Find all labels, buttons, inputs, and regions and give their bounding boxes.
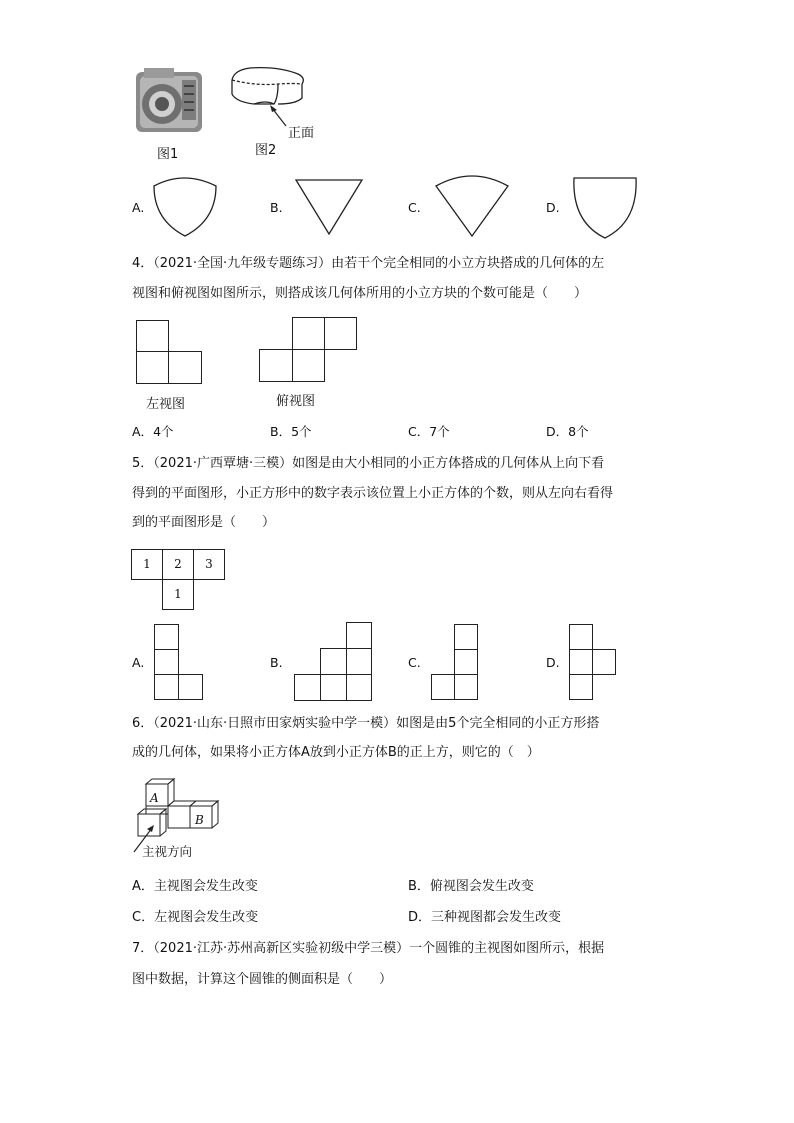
q5-option-d-letter: D.	[546, 655, 560, 670]
q6-direction-label: 主视方向	[142, 844, 193, 859]
view-cell	[346, 674, 372, 701]
q6-option-a-text: 主视图会发生改变	[153, 879, 258, 894]
q4-option-c-text: 7个	[429, 424, 450, 439]
q4-option-d-text: 8个	[568, 424, 589, 439]
view-cell	[178, 674, 203, 700]
q4-option-a-text: 4个	[153, 424, 174, 439]
grid-cell: 2	[162, 549, 194, 580]
q4-option-c[interactable]	[408, 422, 450, 440]
q6-label-a: A	[150, 791, 159, 805]
view-cell	[154, 674, 179, 700]
q3-option-b-letter: B.	[270, 200, 283, 215]
rounded-triangle-shape-icon	[150, 174, 220, 238]
q4-option-a-letter: A．	[132, 424, 154, 439]
q6-option-a-letter: A．	[132, 879, 154, 894]
left-view-cell	[136, 320, 169, 352]
q3-fig1-caption: 图1	[157, 147, 179, 162]
q5-option-c[interactable]	[408, 624, 488, 704]
q4-option-d[interactable]	[546, 422, 589, 440]
q4-top-view-caption: 俯视图	[276, 394, 316, 409]
q4-option-d-letter: D．	[546, 424, 569, 439]
q5-option-a-letter: A.	[132, 655, 145, 670]
q5-number-grid	[131, 549, 227, 611]
view-cell	[569, 624, 593, 650]
q6-option-b-text: 俯视图会发生改变	[429, 879, 534, 894]
view-cell	[431, 674, 455, 700]
q6-option-b-letter: B．	[408, 879, 430, 894]
engine-photo-icon	[134, 66, 206, 136]
q3-option-c[interactable]	[408, 172, 518, 238]
view-cell	[346, 622, 372, 649]
q3-front-label: 正面	[288, 126, 315, 141]
q5-option-b-letter: B.	[270, 655, 283, 670]
q5-stem-line-1: 5．（2021·广西覃塘·三模）如图是由大小相同的小正方体搭成的几何体从上向下看	[132, 456, 605, 471]
q7-stem-line-2: 图中数据，计算这个圆锥的侧面积是（ ）	[132, 972, 393, 987]
q4-left-view-caption: 左视图	[146, 397, 186, 412]
view-cell	[346, 648, 372, 675]
q6-option-c-text: 左视图会发生改变	[154, 910, 259, 925]
q3-option-a-letter: A.	[132, 200, 145, 215]
q4-stem-line-2: 视图和俯视图如图所示，则搭成该几何体所用的小立方块的个数可能是（ ）	[132, 286, 588, 301]
sector-shape-icon	[432, 172, 512, 238]
view-cell	[569, 649, 593, 675]
q3-option-c-letter: C.	[408, 200, 421, 215]
q6-option-a[interactable]	[132, 878, 258, 896]
q3-figure-1	[134, 66, 206, 136]
q5-option-d[interactable]	[546, 624, 626, 704]
q4-option-b[interactable]	[270, 422, 312, 440]
left-view-cell	[136, 351, 169, 384]
q3-option-d-letter: D.	[546, 200, 560, 215]
view-cell	[454, 649, 478, 675]
view-cell	[592, 649, 616, 675]
q4-left-view	[136, 320, 206, 386]
shield-shape-icon	[570, 174, 640, 240]
q4-top-view	[259, 317, 359, 383]
q6-stem-line-1: 6．（2021·山东·日照市田家炳实验中学一模）如图是由5个完全相同的小正方形搭	[132, 716, 600, 731]
q6-option-c-letter: C．	[132, 910, 155, 925]
top-view-cell	[292, 349, 325, 382]
grid-cell: 1	[131, 549, 163, 580]
q4-stem-line-1: 4．（2021·全国·九年级专题练习）由若干个完全相同的小立方块搭成的几何体的左	[132, 256, 605, 271]
view-cell	[454, 674, 478, 700]
top-view-cell	[324, 317, 357, 350]
q6-option-b[interactable]	[408, 878, 534, 896]
q4-option-b-letter: B．	[270, 424, 292, 439]
view-cell	[320, 648, 347, 675]
view-cell	[154, 649, 179, 675]
q6-option-d-letter: D．	[408, 910, 432, 925]
view-cell	[454, 624, 478, 650]
q6-stem-line-2: 成的几何体，如果将小正方体A放到小正方体B的正上方，则它的（ ）	[132, 745, 540, 760]
q3-option-b[interactable]	[270, 176, 370, 236]
q4-option-c-letter: C．	[408, 424, 430, 439]
view-cell	[320, 674, 347, 701]
triangle-shape-icon	[294, 178, 364, 238]
grid-cell: 1	[162, 579, 194, 610]
grid-cell: 3	[193, 549, 225, 580]
top-view-cell	[292, 317, 325, 350]
view-cell	[154, 624, 179, 650]
left-view-cell	[168, 351, 202, 384]
q5-option-b[interactable]	[270, 622, 380, 702]
q6-label-b: B	[195, 813, 204, 827]
q6-option-d-text: 三种视图都会发生改变	[431, 910, 562, 925]
q3-fig2-caption: 图2	[255, 143, 277, 158]
q3-option-a[interactable]	[132, 174, 222, 238]
q6-option-d[interactable]	[408, 909, 561, 927]
q4-option-b-text: 5个	[291, 424, 312, 439]
view-cell	[294, 674, 321, 701]
q5-option-c-letter: C.	[408, 655, 421, 670]
view-cell	[569, 674, 593, 700]
q5-option-a[interactable]	[132, 624, 212, 704]
q4-option-a[interactable]	[132, 422, 174, 440]
top-view-cell	[259, 349, 293, 382]
q3-option-d[interactable]	[546, 174, 642, 240]
q7-stem-line-1: 7．（2021·江苏·苏州高新区实验初级中学三模）一个圆锥的主视图如图所示，根据	[132, 941, 605, 956]
q5-stem-line-3: 到的平面图形是（ ）	[132, 515, 276, 530]
q6-option-c[interactable]	[132, 909, 258, 927]
q5-stem-line-2: 得到的平面图形，小正方形中的数字表示该位置上小正方体的个数，则从左向右看得	[132, 486, 614, 501]
